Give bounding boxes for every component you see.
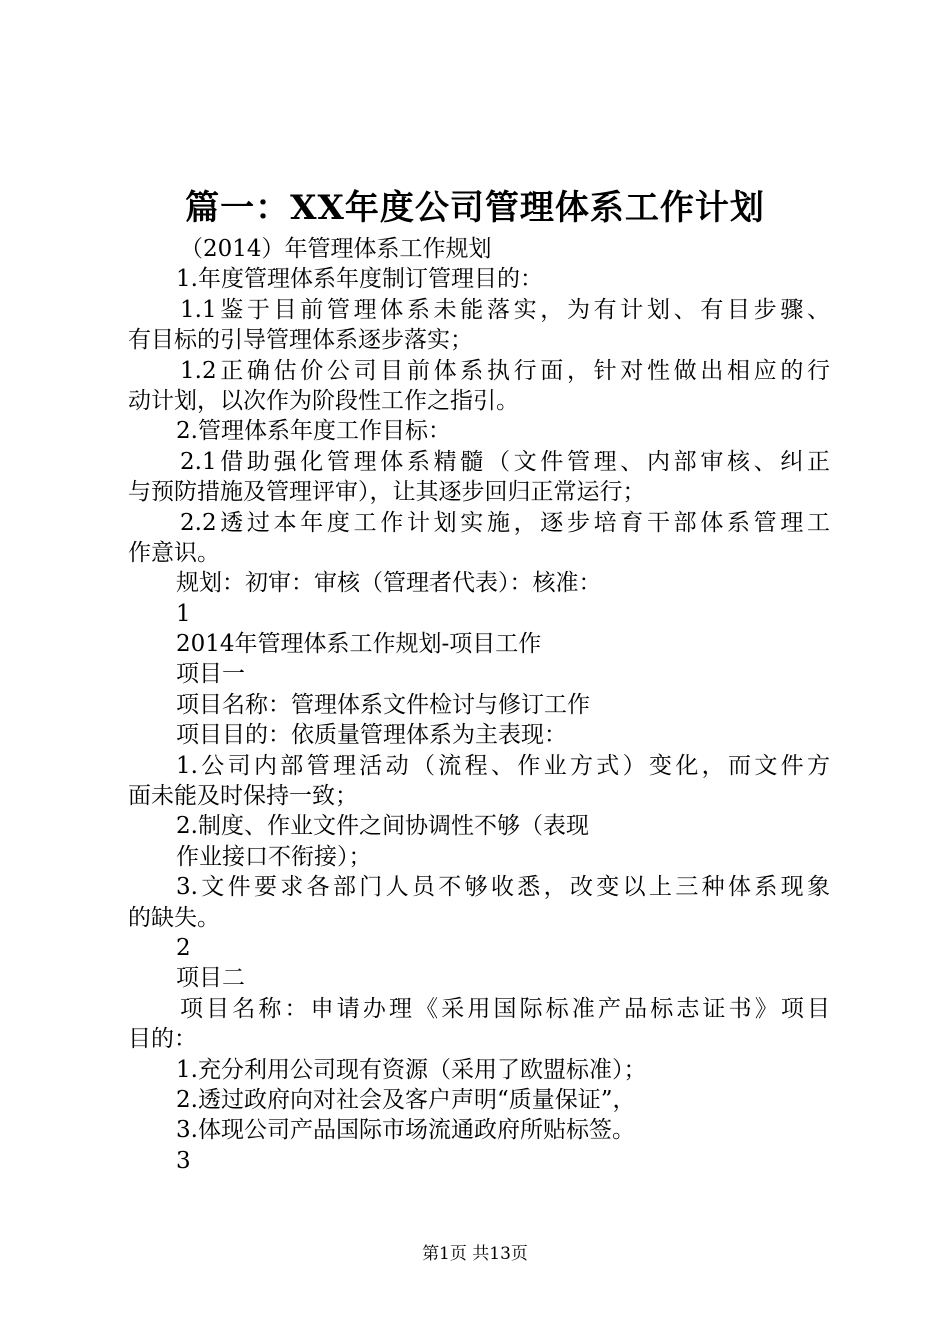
text-line: 与预防措施及管理评审），让其逐步回归正常运行；: [128, 479, 646, 506]
text-line: 的缺失。: [128, 904, 220, 931]
project-heading: 项目二: [176, 965, 245, 992]
text-line: 项目名称：管理体系文件检讨与修订工作: [176, 691, 590, 718]
text-line: 2.制度、作业文件之间协调性不够（表现: [176, 813, 589, 840]
text-line: 动计划，以次作为阶段性工作之指引。: [128, 387, 519, 414]
text-line: 2.1借助强化管理体系精髓（文件管理、内部审核、纠正: [180, 448, 830, 475]
page-marker: 1: [176, 600, 191, 627]
page-footer: 第1页 共13页: [422, 1244, 528, 1264]
text-line: 作意识。: [128, 539, 220, 566]
text-line: 1.2正确估价公司目前体系执行面，针对性做出相应的行: [180, 357, 830, 384]
text-line: （2014）年管理体系工作规划: [180, 236, 492, 262]
document-body: [128, 234, 830, 1176]
text-line: 1.充分利用公司现有资源（采用了欧盟标准）；: [176, 1056, 647, 1083]
text-line: 2.管理体系年度工作目标：: [176, 418, 451, 445]
text-line: 面未能及时保持一致；: [128, 783, 358, 810]
text-line: 3.体现公司产品国际市场流通政府所贴标签。: [176, 1117, 635, 1144]
document-title: 篇一：XX年度公司管理体系工作计划: [185, 188, 765, 228]
text-line: 2.透过政府向对社会及客户声明“质量保证”，: [176, 1086, 636, 1113]
text-line: 规划：初审：审核（管理者代表）：核准：: [176, 570, 602, 597]
text-line: 1.公司内部管理活动（流程、作业方式）变化，而文件方: [176, 752, 830, 779]
page-marker: 2: [176, 934, 191, 961]
text-line: 2.2透过本年度工作计划实施，逐步培育干部体系管理工: [180, 509, 830, 536]
text-line: 3.文件要求各部门人员不够收悉，改变以上三种体系现象: [176, 874, 830, 901]
text-line: 作业接口不衔接）；: [176, 843, 372, 870]
text-line: 1.年度管理体系年度制订管理目的：: [176, 266, 543, 293]
section-heading: 2014年管理体系工作规划-项目工作: [176, 631, 542, 658]
text-line: 目的：: [128, 1026, 197, 1053]
text-line: 项目目的：依质量管理体系为主表现：: [176, 722, 567, 749]
page-marker: 3: [176, 1147, 191, 1174]
text-line: 有目标的引导管理体系逐步落实；: [128, 327, 473, 354]
text-line: 项目名称：申请办理《采用国际标准产品标志证书》项目: [180, 995, 830, 1022]
project-heading: 项目一: [176, 661, 245, 688]
text-line: 1.1鉴于目前管理体系未能落实，为有计划、有目步骤、: [180, 296, 830, 323]
